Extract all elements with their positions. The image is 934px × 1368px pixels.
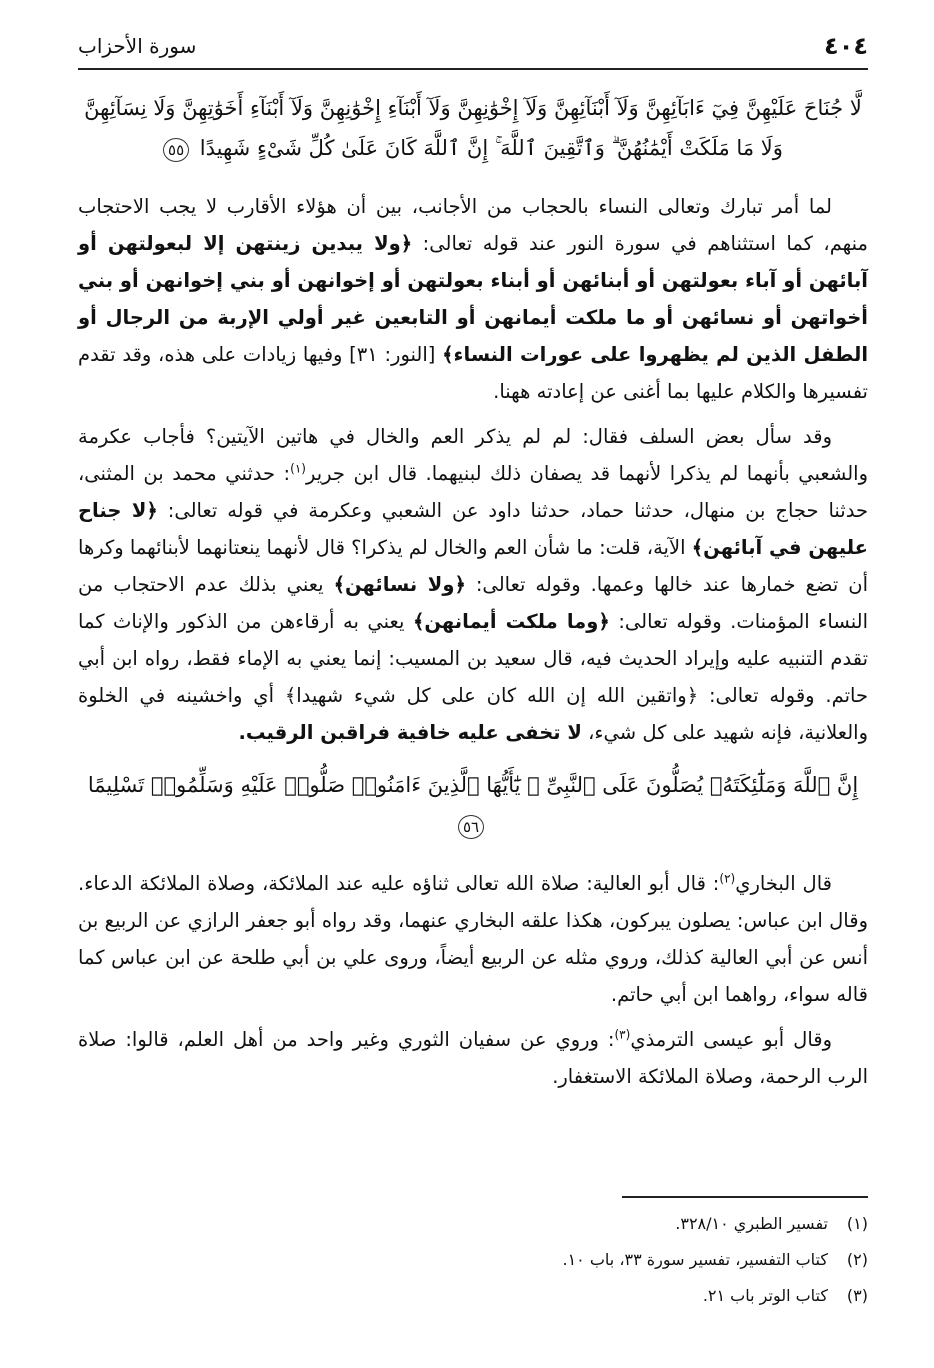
main-text: [78, 88, 868, 1103]
page-number: ٤٠٤: [824, 32, 868, 60]
footnote-3: [78, 1278, 868, 1314]
text-span: قال البخاري: [735, 872, 832, 895]
text-span: وقد سأل بعض السلف فقال: لم لم يذكر العم والخال في هاتين الآيتين؟ فأجاب عكرمة والشعبي بأنهما لم يذكرا لأنهما قد يصفان ذلك لبنيهما. قال ابن جرير: [78, 425, 868, 485]
footnote-ref: (١): [290, 461, 306, 476]
page-header: [78, 30, 868, 66]
footnotes: [78, 1206, 868, 1314]
text-span: أي واخشينه في الخلوة والعلانية، فإنه شهيد على كل شيء،: [78, 684, 868, 744]
quran-verse-56: [78, 765, 868, 845]
quote-span: ﴿ولا نسائهن﴾: [333, 573, 466, 596]
text-span: وقال أبو عيسى الترمذي: [630, 1028, 832, 1051]
surah-name: سورة الأحزاب: [78, 34, 197, 58]
footnote-text: كتاب الوتر باب ٢١.: [702, 1286, 828, 1305]
quote-span: ﴿ولا يبدين زينتهن إلا لبعولتهن أو آبائهن أو آباء بعولتهن أو أبنائهن أو أبناء بعولتهن أو إخوانهن أو بني إخوانهن أو بني أخواتهن أو نسائهن أو ما ملكت أيمانهن أو التابعين غير أولي الإربة من الرجال أو الطفل الذين لم يظهروا على عورات النساء﴾: [78, 232, 868, 366]
text-span: يعني به أرقاءهن من الذكور والإناث كما تقدم التنبيه عليه وإيراد الحديث فيه، قال سعيد بن المسيب: إنما يعني به الإماء فقط، رواه ابن أبي حاتم. وقوله تعالى:: [78, 610, 868, 707]
header-rule: [78, 68, 868, 70]
footnote-text: كتاب التفسير، تفسير سورة ٣٣، باب ١٠.: [562, 1250, 828, 1269]
footnote-number: (٣): [846, 1286, 868, 1305]
text-span: الآية، قلت: ما شأن العم والخال لم يذكرا؟ قال لأنهما ينعتانهما لأبنائهما وكرها أن تضع خمارها عند خالها وعمها. وقوله تعالى:: [78, 536, 868, 596]
footnote-text: تفسير الطبري ٣٢٨/١٠.: [675, 1214, 828, 1233]
paragraph-3: [78, 865, 868, 1013]
text-span: يعني بذلك عدم الاحتجاب من النساء المؤمنات. وقوله تعالى:: [78, 573, 868, 633]
text-span: لما أمر تبارك وتعالى النساء بالحجاب من الأجانب، بين أن هؤلاء الأقارب لا يجب الاحتجاب منهم، كما استثناهم في سورة النور عند قوله تعالى:: [78, 195, 868, 255]
quote-span: ﴿وما ملكت أيمانهن﴾: [412, 610, 610, 633]
footnote-1: [78, 1206, 868, 1242]
text-span: : قال أبو العالية: صلاة الله تعالى ثناؤه عليه عند الملائكة، وصلاة الملائكة الدعاء. وقال ابن عباس: يصلون يبركون، هكذا علقه البخاري عنهما، وقد رواه أبو جعفر الرازي عن الربيع بن أنس عن أبي العالية كذلك، وروي مثله عن الربيع أيضاً، وروى علي بن أبي طلحة عن ابن عباس كما قاله سواء، رواهما ابن أبي حاتم.: [78, 872, 868, 1006]
verse-number-marker: ٥٥: [163, 138, 189, 162]
text-span: لا تخفى عليه خافية فراقبن الرقيب.: [238, 721, 582, 744]
paragraph-1: [78, 188, 868, 410]
footnote-ref: (٣): [614, 1027, 631, 1042]
text-span: [النور: ٣١] وفيها زيادات على هذه، وقد تقدم تفسيرها والكلام عليها بما أغنى عن إعادته ههنا.: [78, 343, 868, 403]
paragraph-4: [78, 1021, 868, 1095]
footnote-number: (٢): [846, 1250, 868, 1269]
footnote-number: (١): [846, 1214, 868, 1233]
footnote-ref: (٢): [719, 871, 736, 886]
verse-number-marker: ٥٦: [458, 815, 484, 839]
quote-span: ﴿واتقين الله إن الله كان على كل شيء شهيدا﴾: [284, 684, 699, 707]
footnote-2: [78, 1242, 868, 1278]
verse-text: لَّا جُنَاحَ عَلَيْهِنَّ فِيٓ ءَابَآئِهِنَّ وَلَآ أَبْنَآئِهِنَّ وَلَآ إِخْوَٰنِهِنَّ وَلَآ أَبْنَآءِ إِخْوَٰنِهِنَّ وَلَآ أَبْنَآءِ أَخَوَٰتِهِنَّ وَلَا نِسَآئِهِنَّ وَلَا مَا مَلَكَتْ أَيْمَٰنُهُنَّ ۗ وَٱتَّقِينَ ٱللَّهَ ۚ إِنَّ ٱللَّهَ كَانَ عَلَىٰ كُلِّ شَىْءٍ شَهِيدًا: [84, 96, 862, 160]
quran-verse-55: [78, 88, 868, 168]
text-span: : وروي عن سفيان الثوري وغير واحد من أهل العلم، قالوا: صلاة الرب الرحمة، وصلاة الملائكة الاستغفار.: [78, 1028, 868, 1088]
paragraph-2: [78, 418, 868, 751]
quote-span: ﴿لا جناح عليهن في آبائهن﴾: [78, 499, 868, 559]
verse-text: إِنَّ ٱللَّهَ وَمَلَٰٓئِكَتَهُۥ يُصَلُّونَ عَلَى ٱلنَّبِىِّ ۚ يَٰٓأَيُّهَا ٱلَّذِينَ ءَامَنُوا۟ صَلُّوا۟ عَلَيْهِ وَسَلِّمُوا۟ تَسْلِيمًا: [87, 773, 859, 797]
footnote-rule: [622, 1196, 868, 1198]
text-span: : حدثني محمد بن المثنى، حدثنا حجاج بن منهال، حدثنا حماد، حدثنا داود عن الشعبي وعكرمة في قوله تعالى:: [78, 462, 869, 522]
